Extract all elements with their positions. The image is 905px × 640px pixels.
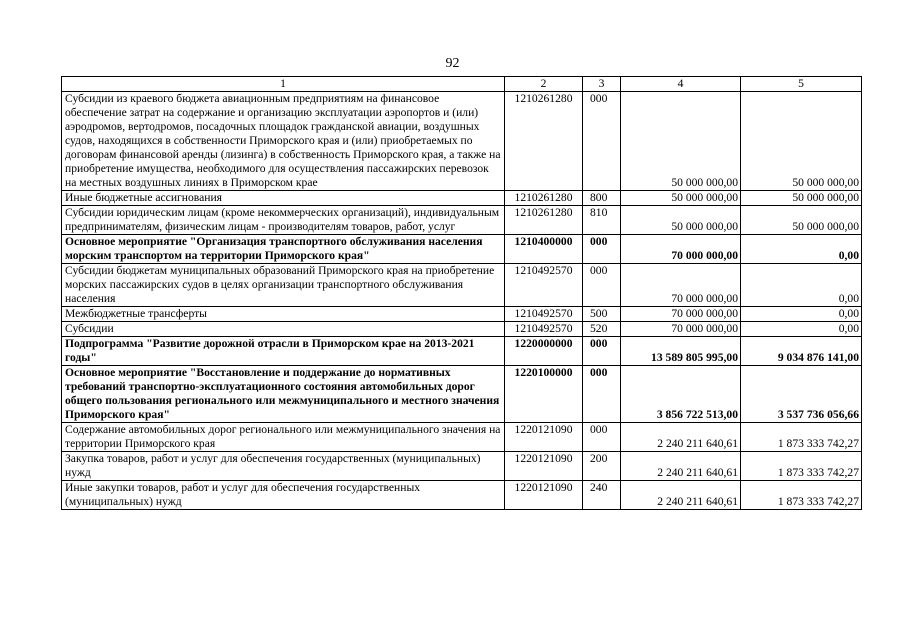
cell-name: Субсидии бюджетам муниципальных образований Приморского края на приобретение морских пассажирских судов в целях организации транспортного обслуживания населения <box>62 264 505 307</box>
cell-code: 1220000000 <box>505 337 583 366</box>
cell-amount-col5: 0,00 <box>741 307 862 322</box>
cell-amount-col4: 3 856 722 513,00 <box>621 366 741 423</box>
cell-name: Закупка товаров, работ и услуг для обеспечения государственных (муниципальных) нужд <box>62 452 505 481</box>
cell-name: Субсидии <box>62 322 505 337</box>
cell-amount-col4: 50 000 000,00 <box>621 206 741 235</box>
cell-type: 000 <box>583 366 621 423</box>
cell-amount-col5: 3 537 736 056,66 <box>741 366 862 423</box>
cell-code: 1220121090 <box>505 481 583 510</box>
table-row <box>62 307 862 322</box>
table-row <box>62 452 862 481</box>
cell-type: 500 <box>583 307 621 322</box>
cell-name: Основное мероприятие "Восстановление и поддержание до нормативных требований транспортно-эксплуатационного состояния автомобильных дорог общего пользования регионального или межмуниципального и местного значения Приморского края" <box>62 366 505 423</box>
cell-amount-col5: 50 000 000,00 <box>741 92 862 191</box>
cell-code: 1210492570 <box>505 307 583 322</box>
cell-amount-col4: 70 000 000,00 <box>621 322 741 337</box>
cell-amount-col4: 13 589 805 995,00 <box>621 337 741 366</box>
header-col-5: 5 <box>741 77 862 92</box>
cell-amount-col5: 0,00 <box>741 322 862 337</box>
cell-amount-col4: 50 000 000,00 <box>621 191 741 206</box>
cell-type: 810 <box>583 206 621 235</box>
cell-amount-col5: 1 873 333 742,27 <box>741 423 862 452</box>
cell-amount-col4: 2 240 211 640,61 <box>621 423 741 452</box>
cell-name: Субсидии юридическим лицам (кроме некоммерческих организаций), индивидуальным предпринимателям, физическим лицам - производителям товаров, работ, услуг <box>62 206 505 235</box>
header-col-1: 1 <box>62 77 505 92</box>
cell-code: 1210261280 <box>505 206 583 235</box>
cell-amount-col4: 70 000 000,00 <box>621 307 741 322</box>
cell-name: Субсидии из краевого бюджета авиационным предприятиям на финансовое обеспечение затрат на содержание и организацию эксплуатации аэропортов и (или) аэродромов, вертодромов, посадочных площадок гражданской авиации, воздушных судов, находящихся в собственности Приморского края и (или) приобретаемых по договорам финансовой аренды (лизинга) в собственность Приморского края, а также на приобретение имущества, необходимого для осуществления пассажирских перевозок на местных воздушных линиях в Приморском крае <box>62 92 505 191</box>
cell-amount-col5: 50 000 000,00 <box>741 191 862 206</box>
table-row <box>62 366 862 423</box>
cell-type: 520 <box>583 322 621 337</box>
cell-amount-col5: 9 034 876 141,00 <box>741 337 862 366</box>
cell-amount-col4: 2 240 211 640,61 <box>621 481 741 510</box>
header-col-2: 2 <box>505 77 583 92</box>
cell-type: 000 <box>583 92 621 191</box>
table-row <box>62 191 862 206</box>
table-body <box>62 92 862 510</box>
cell-code: 1210261280 <box>505 191 583 206</box>
cell-name: Основное мероприятие "Организация транспортного обслуживания населения морским транспортом на территории Приморского края" <box>62 235 505 264</box>
cell-code: 1220100000 <box>505 366 583 423</box>
header-col-4: 4 <box>621 77 741 92</box>
cell-amount-col4: 2 240 211 640,61 <box>621 452 741 481</box>
cell-amount-col4: 70 000 000,00 <box>621 235 741 264</box>
table-row <box>62 423 862 452</box>
cell-type: 200 <box>583 452 621 481</box>
table-row <box>62 92 862 191</box>
cell-amount-col5: 0,00 <box>741 235 862 264</box>
cell-code: 1210492570 <box>505 322 583 337</box>
cell-type: 800 <box>583 191 621 206</box>
cell-amount-col4: 50 000 000,00 <box>621 92 741 191</box>
cell-type: 240 <box>583 481 621 510</box>
table-row <box>62 481 862 510</box>
cell-name: Межбюджетные трансферты <box>62 307 505 322</box>
cell-code: 1210492570 <box>505 264 583 307</box>
cell-name: Содержание автомобильных дорог регионального или межмуниципального значения на территории Приморского края <box>62 423 505 452</box>
cell-type: 000 <box>583 337 621 366</box>
header-row <box>62 77 862 92</box>
cell-name: Иные закупки товаров, работ и услуг для обеспечения государственных (муниципальных) нужд <box>62 481 505 510</box>
cell-amount-col5: 0,00 <box>741 264 862 307</box>
cell-amount-col4: 70 000 000,00 <box>621 264 741 307</box>
table-row <box>62 235 862 264</box>
header-col-3: 3 <box>583 77 621 92</box>
cell-code: 1210261280 <box>505 92 583 191</box>
table-row <box>62 264 862 307</box>
cell-amount-col5: 1 873 333 742,27 <box>741 452 862 481</box>
table-row <box>62 322 862 337</box>
cell-name: Подпрограмма "Развитие дорожной отрасли в Приморском крае на 2013-2021 годы" <box>62 337 505 366</box>
cell-code: 1220121090 <box>505 452 583 481</box>
cell-type: 000 <box>583 423 621 452</box>
table-row <box>62 206 862 235</box>
cell-code: 1210400000 <box>505 235 583 264</box>
cell-code: 1220121090 <box>505 423 583 452</box>
cell-name: Иные бюджетные ассигнования <box>62 191 505 206</box>
cell-type: 000 <box>583 264 621 307</box>
cell-amount-col5: 50 000 000,00 <box>741 206 862 235</box>
cell-type: 000 <box>583 235 621 264</box>
budget-table <box>61 76 862 510</box>
table-row <box>62 337 862 366</box>
page-number: 92 <box>445 56 460 71</box>
cell-amount-col5: 1 873 333 742,27 <box>741 481 862 510</box>
